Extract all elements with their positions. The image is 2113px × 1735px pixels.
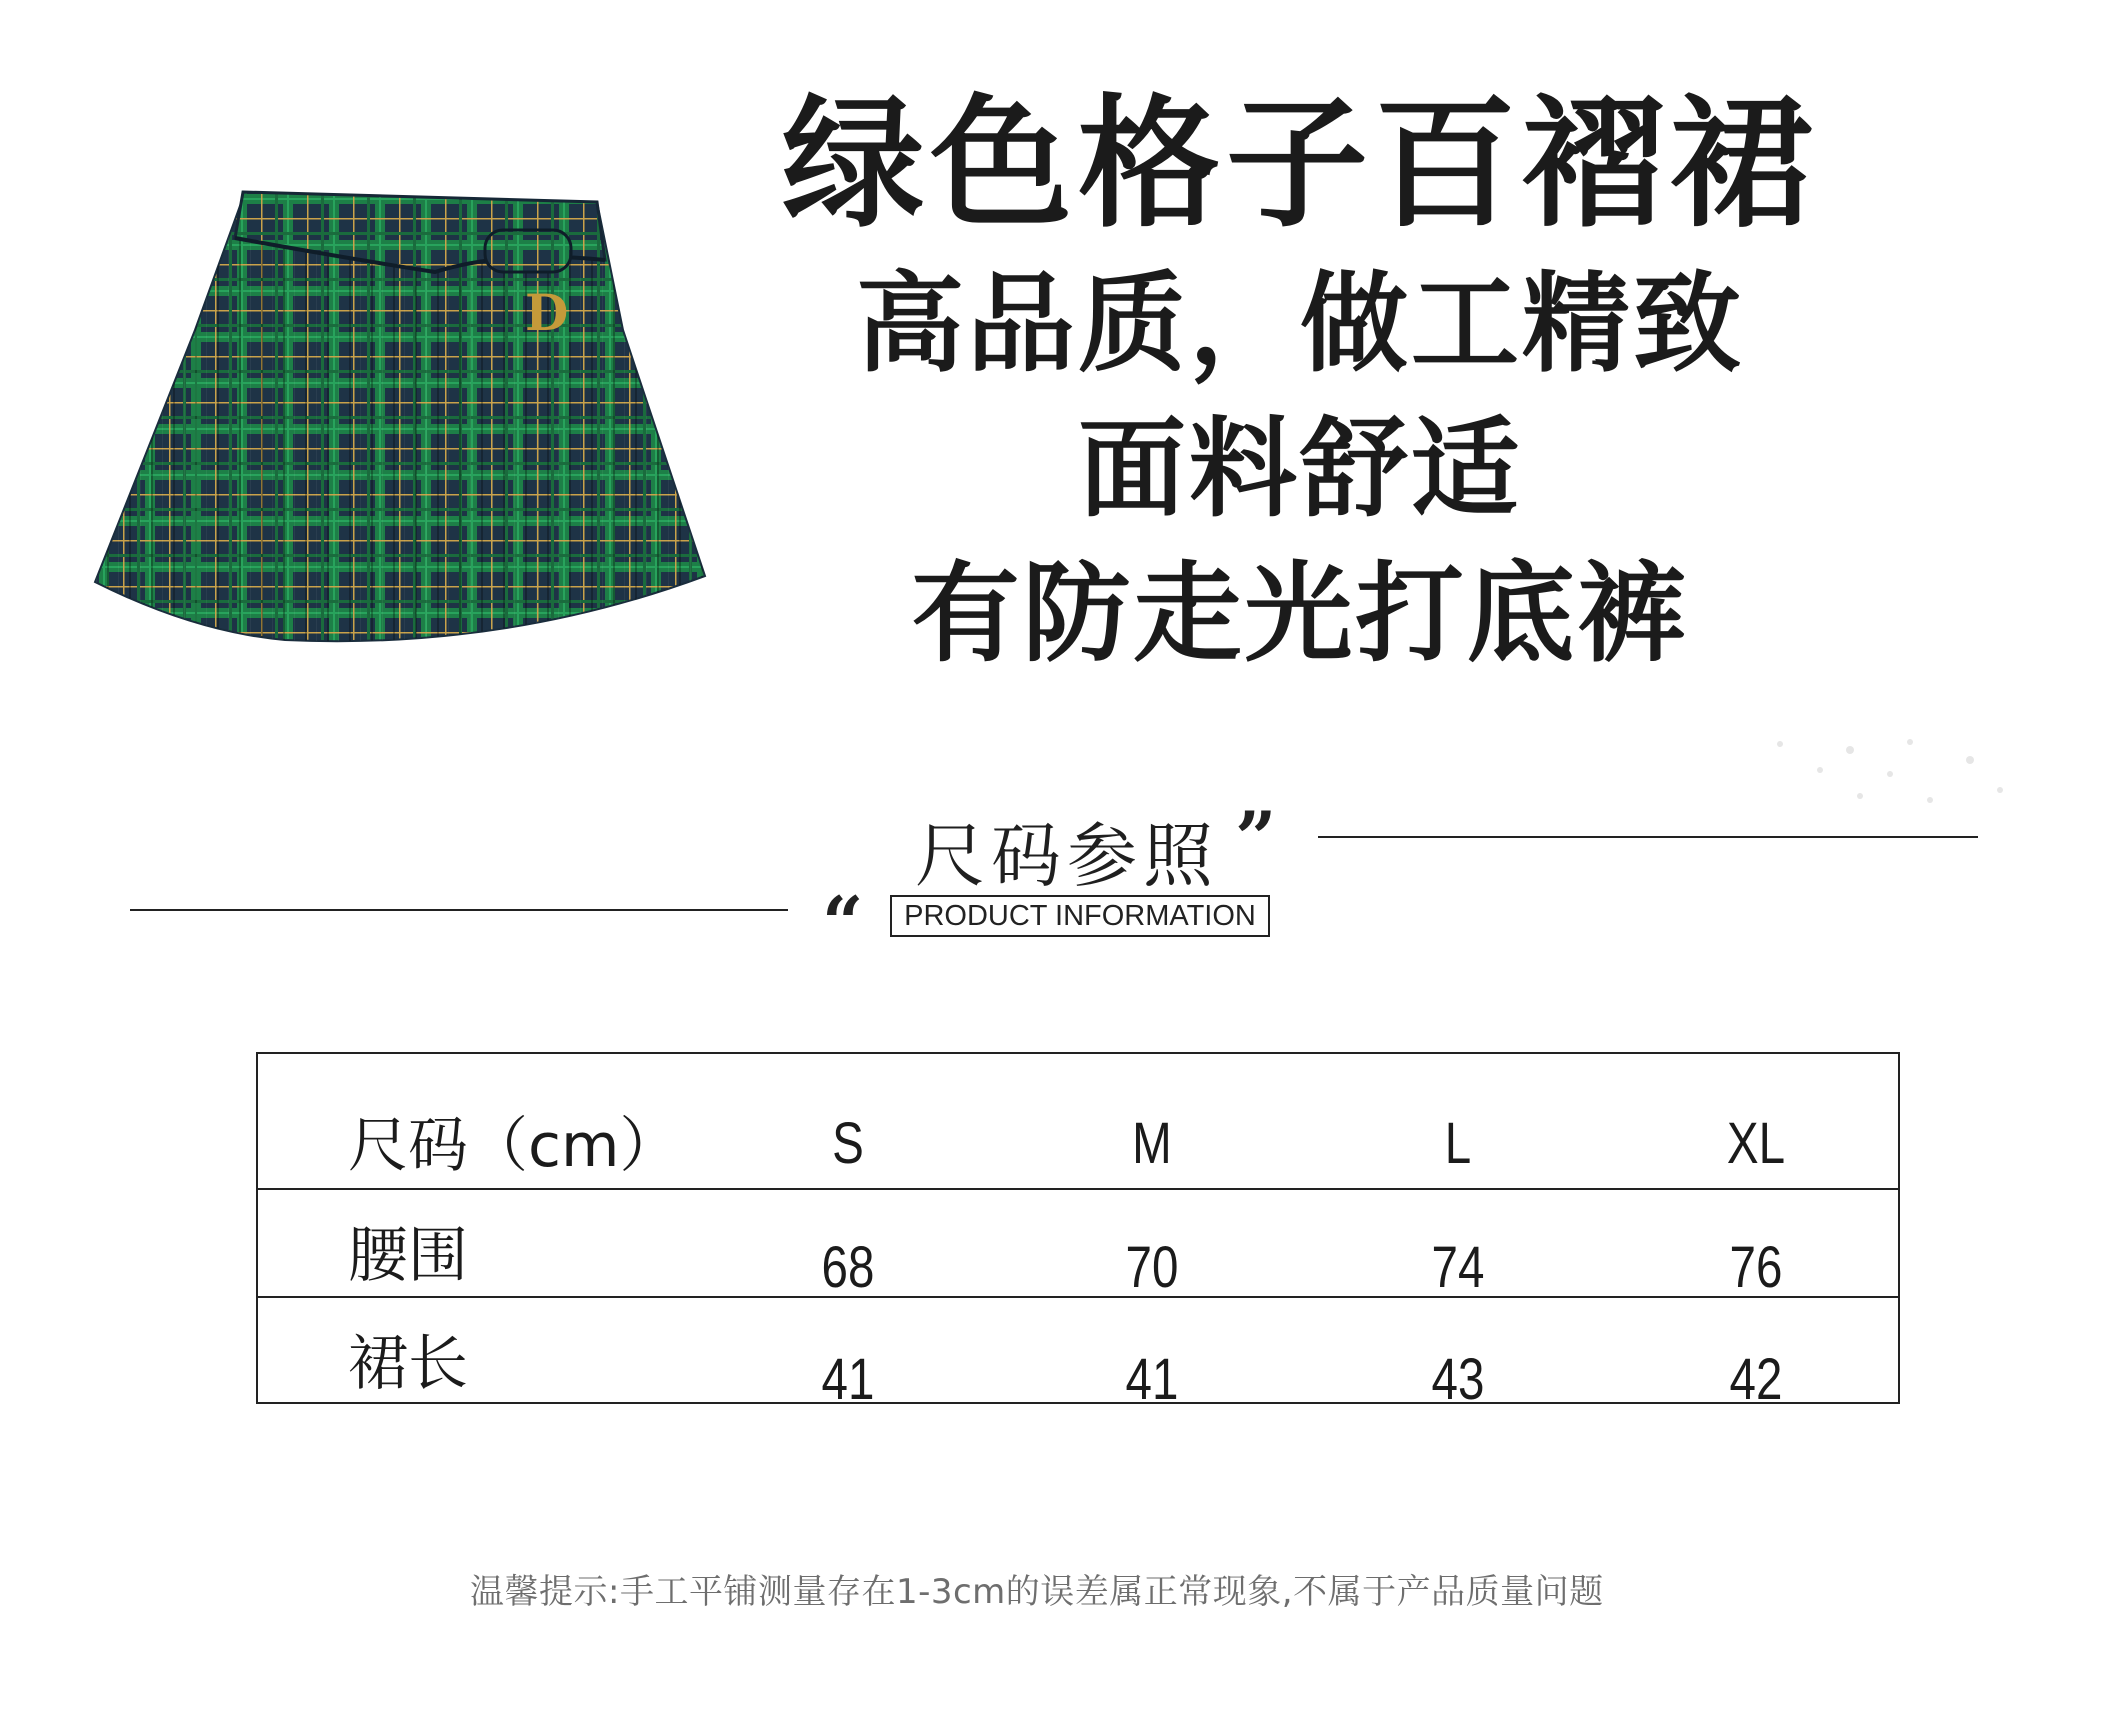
table-row	[258, 1190, 1898, 1298]
svg-text:D: D	[525, 283, 569, 342]
header-size-s: S	[832, 1111, 864, 1176]
product-title: 绿色格子百褶裙	[782, 82, 1818, 247]
divider-right	[1318, 836, 1978, 838]
product-information-label: PRODUCT INFORMATION	[890, 895, 1270, 937]
table-cell: 76	[1729, 1235, 1783, 1300]
faint-marks	[1760, 730, 2030, 810]
table-cell: 43	[1431, 1347, 1485, 1412]
header-size-xl: XL	[1726, 1111, 1786, 1176]
size-table	[256, 1052, 1900, 1412]
divider-left	[130, 909, 788, 911]
feature-shorts: 有防走光打底裤	[911, 552, 1689, 677]
close-quote-mark: ”	[1235, 795, 1277, 880]
feature-quality: 高品质，做工精致	[855, 262, 1744, 387]
skirt-image	[85, 180, 765, 660]
table-cell: 41	[1125, 1347, 1179, 1412]
headline	[700, 80, 1900, 690]
row-label-length: 裙长	[348, 1329, 468, 1399]
measurement-note: 温馨提示:手工平铺测量存在1-3cm的误差属正常现象,不属于产品质量问题	[470, 1572, 1604, 1612]
open-quote-mark: “	[822, 880, 864, 965]
table-cell: 70	[1125, 1235, 1179, 1300]
table-cell: 41	[821, 1347, 875, 1412]
header-size-m: M	[1132, 1111, 1172, 1176]
table-cell: 42	[1729, 1347, 1783, 1412]
section-title: 尺码参照	[915, 815, 1219, 897]
table-row	[258, 1298, 1898, 1412]
row-label-waist: 腰围	[348, 1221, 468, 1291]
table-header-row	[258, 1054, 1898, 1190]
header-size-l: L	[1444, 1111, 1472, 1176]
feature-fabric: 面料舒适	[1077, 407, 1522, 532]
header-size-label: 尺码（cm）	[348, 1111, 680, 1181]
table-cell: 74	[1431, 1235, 1485, 1300]
table-cell: 68	[821, 1235, 875, 1300]
